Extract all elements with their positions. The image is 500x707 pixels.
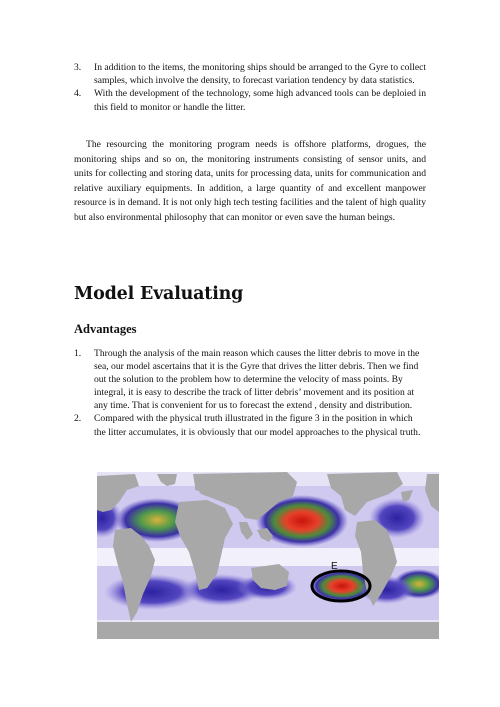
section-heading: Model Evaluating xyxy=(74,284,244,304)
list-item xyxy=(74,412,422,438)
world-map-figure xyxy=(97,472,439,639)
body-paragraph: The resourcing the monitoring program needs is offshore platforms, drogues, the monitoring ships and so on, the monitoring instruments consisting of sensor units, and units for collecting and storing data, units for processing data, units for communication and relative auxiliary equipments. In addition, a large quantity of and excellent manpower resource is in demand. It is not only high tech testing facilities and the talent of high quality but also environmental philosophy that can monitor or even save the human beings. xyxy=(74,139,426,223)
map-image xyxy=(97,472,439,639)
list-number: 2. xyxy=(74,413,82,425)
list-text: Through the analysis of the main reason which causes the litter debris to move in the sea, our model ascertains that it is the Gyre that drives the litter debris. Then we find out the solution to the problem how to determine the velocity of mass points. By integral, it is easy to describe the track of litter debris’ movement and its position at any time. That is convenient for us to forecast the extend , density and distribution. xyxy=(94,348,420,412)
list-number: 1. xyxy=(74,348,82,359)
numbered-list-top xyxy=(74,61,426,114)
list-text: In addition to the items, the monitoring ships should be arranged to the Gyre to collect samples, which involve the density, to forecast variation tendency by data statistics. xyxy=(94,62,426,87)
list-item xyxy=(74,61,426,87)
list-text: With the development of the technology, some high advanced tools can be deploied in this field to monitor or handle the litter. xyxy=(94,88,426,113)
marker-label: E xyxy=(331,561,338,572)
list-item xyxy=(74,347,422,412)
advantages-list xyxy=(74,347,422,439)
list-number: 4. xyxy=(74,88,82,100)
list-number: 3. xyxy=(74,62,82,73)
subsection-heading: Advantages xyxy=(74,322,137,336)
list-text: Compared with the physical truth illustrated in the figure 3 in the position in which the litter accumulates, it is obviously that our model approaches to the physical truth. xyxy=(94,413,421,438)
list-item xyxy=(74,87,426,113)
